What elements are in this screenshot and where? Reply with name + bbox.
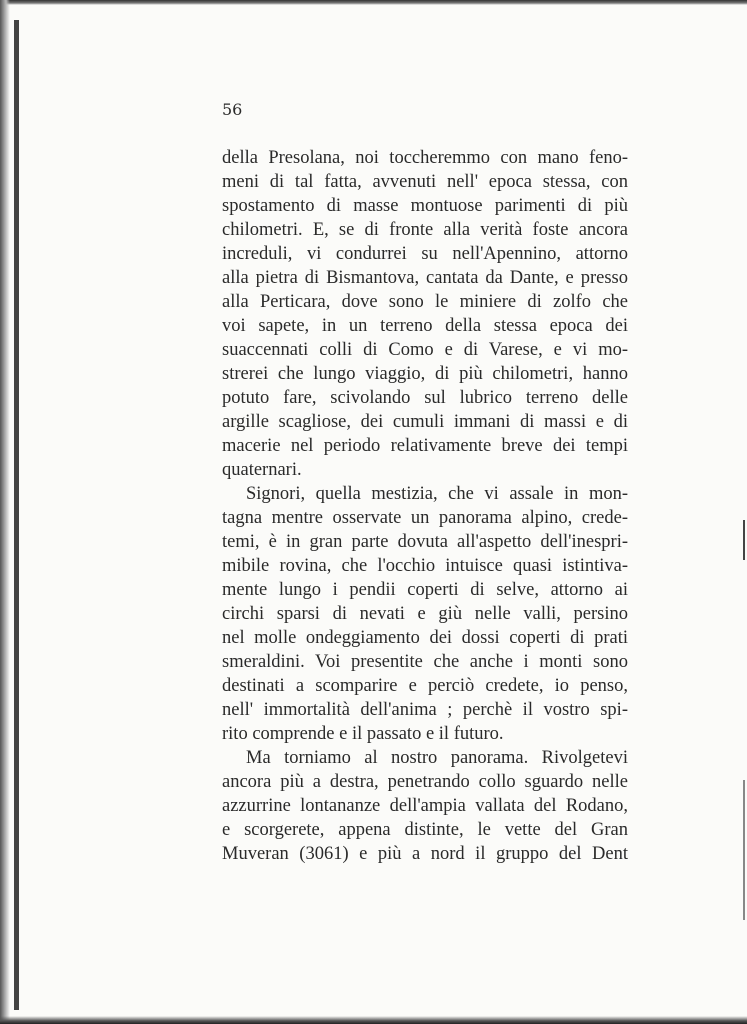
- body-text: [222, 146, 628, 866]
- text-line: macerie nel periodo relativamente breve dei tempi: [222, 436, 628, 456]
- paragraph: [222, 146, 628, 482]
- text-line: voi sapete, in un terreno della stessa epoca dei: [222, 316, 628, 336]
- binding-shadow: [14, 20, 19, 1010]
- text-line: nel molle ondeggiamento dei dossi coperti di prati: [222, 628, 628, 648]
- text-line: argille scagliose, dei cumuli immani di massi e di: [222, 412, 628, 432]
- text-line: potuto fare, scivolando sul lubrico terreno delle: [222, 388, 628, 408]
- text-line: alla pietra di Bismantova, cantata da Dante, e presso: [222, 268, 628, 288]
- scan-bottom-edge: [0, 1016, 747, 1024]
- page-number: 56: [222, 100, 243, 119]
- text-line: meni di tal fatta, avvenuti nell' epoca stessa, con: [222, 172, 628, 192]
- text-line: mente lungo i pendii coperti di selve, attorno ai: [222, 580, 628, 600]
- text-line: smeraldini. Voi presentite che anche i monti sono: [222, 652, 628, 672]
- text-line: della Presolana, noi toccheremmo con mano feno-: [222, 148, 628, 168]
- text-line: suaccennati colli di Como e di Varese, e vi mo-: [222, 340, 628, 360]
- text-line: rito comprende e il passato e il futuro.: [222, 724, 504, 744]
- text-line: alla Perticara, dove sono le miniere di zolfo che: [222, 292, 628, 312]
- text-line: Muveran (3061) e più a nord il gruppo del Dent: [222, 844, 628, 864]
- text-line: increduli, vi condurrei su nell'Apennino, attorno: [222, 244, 628, 264]
- text-line: mibile rovina, che l'occhio intuisce quasi istintiva-: [222, 556, 628, 576]
- text-line: azzurrine lontananze dell'ampia vallata del Rodano,: [222, 796, 628, 816]
- text-line: quaternari.: [222, 460, 302, 480]
- text-line: temi, è in gran parte dovuta all'aspetto dell'inespri-: [222, 532, 628, 552]
- paragraph: [222, 482, 628, 746]
- text-line: Signori, quella mestizia, che vi assale in mon-: [246, 484, 628, 504]
- text-line: destinati a scomparire e perciò credete, io penso,: [222, 676, 628, 696]
- text-line: ancora più a destra, penetrando collo sguardo nelle: [222, 772, 628, 792]
- scan-top-edge: [0, 0, 747, 5]
- text-line: circhi sparsi di nevati e giù nelle valli, persino: [222, 604, 628, 624]
- scan-left-edge: [0, 0, 10, 1024]
- text-line: strerei che lungo viaggio, di più chilometri, hanno: [222, 364, 628, 384]
- paragraph: [222, 746, 628, 866]
- text-line: tagna mentre osservate un panorama alpino, crede-: [222, 508, 628, 528]
- scan-right-mark: [743, 780, 745, 920]
- scan-right-mark: [743, 520, 745, 560]
- text-line: chilometri. E, se di fronte alla verità foste ancora: [222, 220, 628, 240]
- text-line: Ma torniamo al nostro panorama. Rivolgetevi: [246, 748, 628, 768]
- text-line: e scorgerete, appena distinte, le vette del Gran: [222, 820, 628, 840]
- text-line: nell' immortalità dell'anima ; perchè il vostro spi-: [222, 700, 628, 720]
- text-line: spostamento di masse montuose parimenti di più: [222, 196, 628, 216]
